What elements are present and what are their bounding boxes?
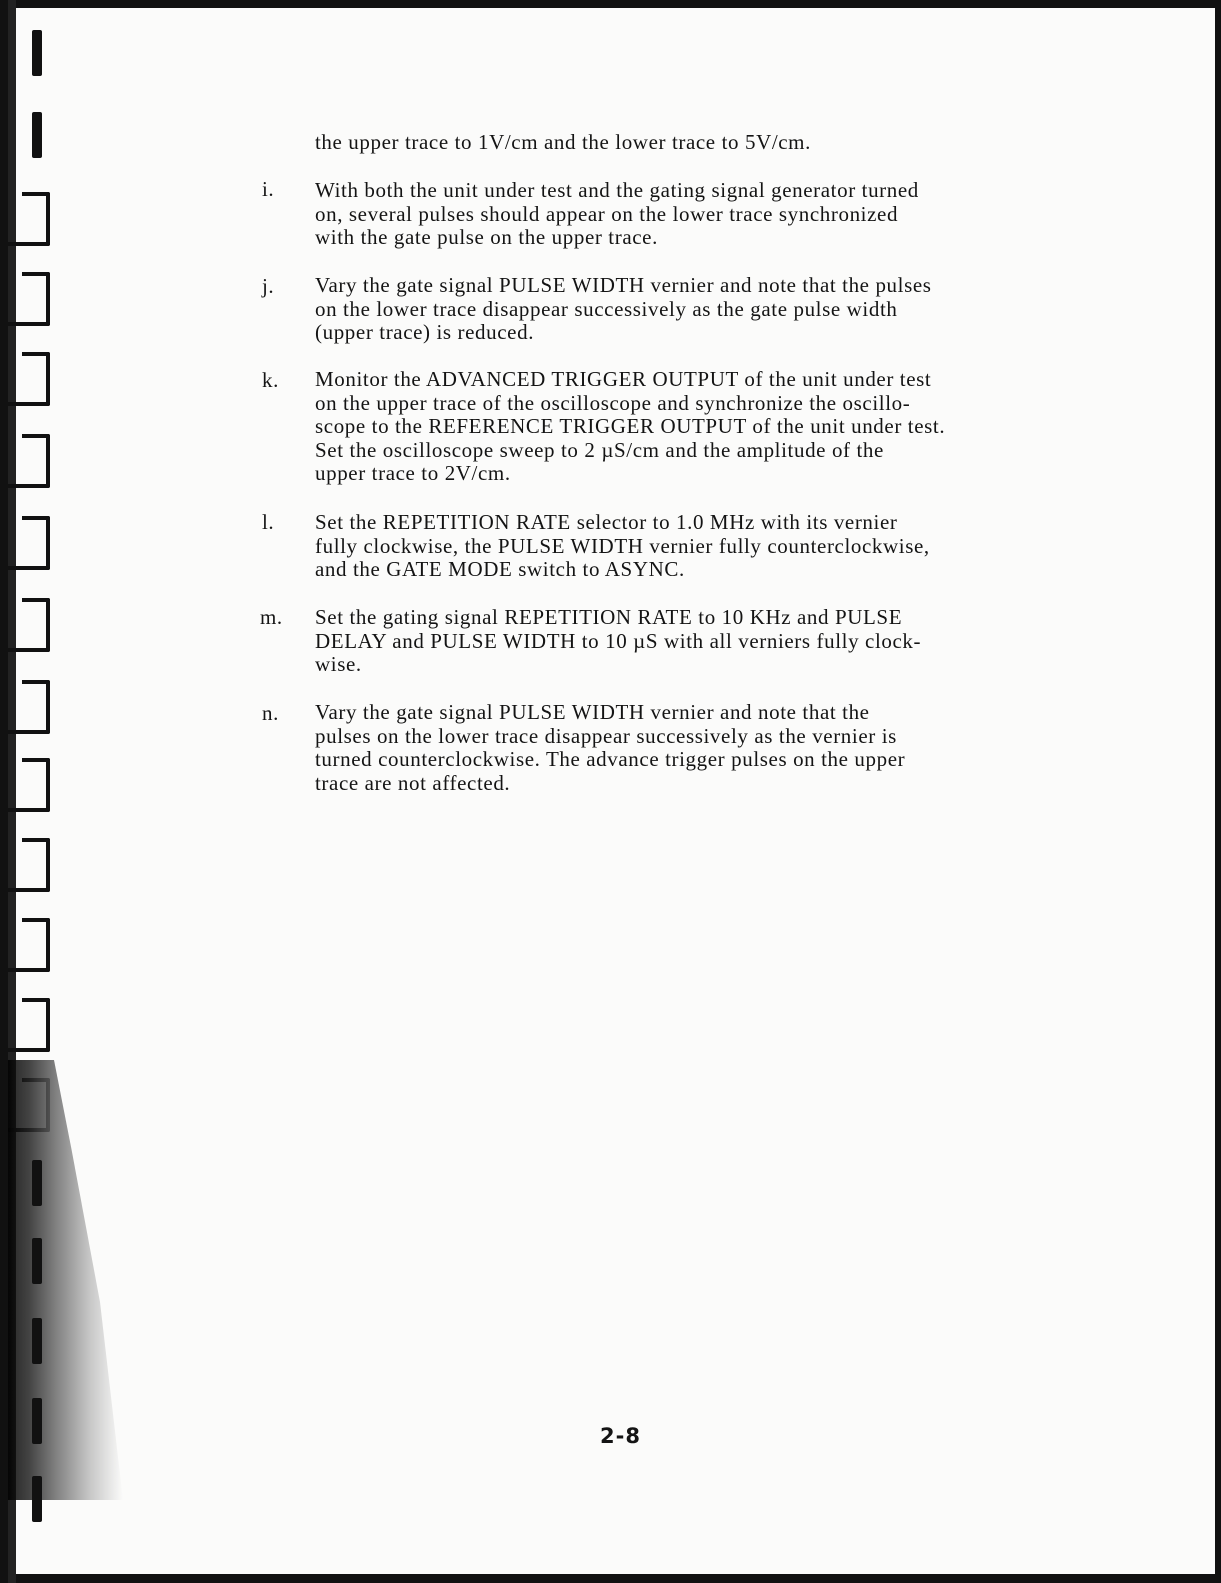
step-text: Monitor the ADVANCED TRIGGER OUTPUT of the unit under test on the upper trace of the oscilloscope and synchronize the oscillo- scope to the REFERENCE TRIGGER OUTPUT of the unit under test. Set the oscilloscope sweep to 2 µS/cm and the amplitude of the upper trace to 2V/cm. — [315, 367, 946, 486]
page-number: 2-8 — [600, 1424, 641, 1448]
step-text: With both the unit under test and the gating signal generator turned on, several pulses should appear on the lower trace synchronized with the gate pulse on the upper trace. — [315, 178, 919, 250]
continuation-line: the upper trace to 1V/cm and the lower trace to 5V/cm. — [315, 130, 811, 154]
step-letter: j. — [262, 274, 275, 298]
step-text: Set the gating signal REPETITION RATE to 10 KHz and PULSE DELAY and PULSE WIDTH to 10 µS with all verniers fully clock- wise. — [315, 605, 922, 677]
step-letter: l. — [262, 510, 275, 534]
step-letter: n. — [262, 701, 279, 725]
step-text: Vary the gate signal PULSE WIDTH vernier and note that the pulses on the lower trace disappear successively as the vernier is turned counterclockwise. The advance trigger pulses on the upper trace are not affected. — [315, 700, 906, 795]
step-text: Set the REPETITION RATE selector to 1.0 MHz with its vernier fully clockwise, the PULSE WIDTH vernier fully counterclockwise, and the GATE MODE switch to ASYNC. — [315, 510, 930, 582]
step-letter: i. — [262, 177, 275, 201]
step-letter: m. — [260, 605, 283, 629]
step-text: Vary the gate signal PULSE WIDTH vernier and note that the pulses on the lower trace disappear successively as the gate pulse width (upper trace) is reduced. — [315, 273, 932, 345]
step-letter: k. — [262, 368, 279, 392]
